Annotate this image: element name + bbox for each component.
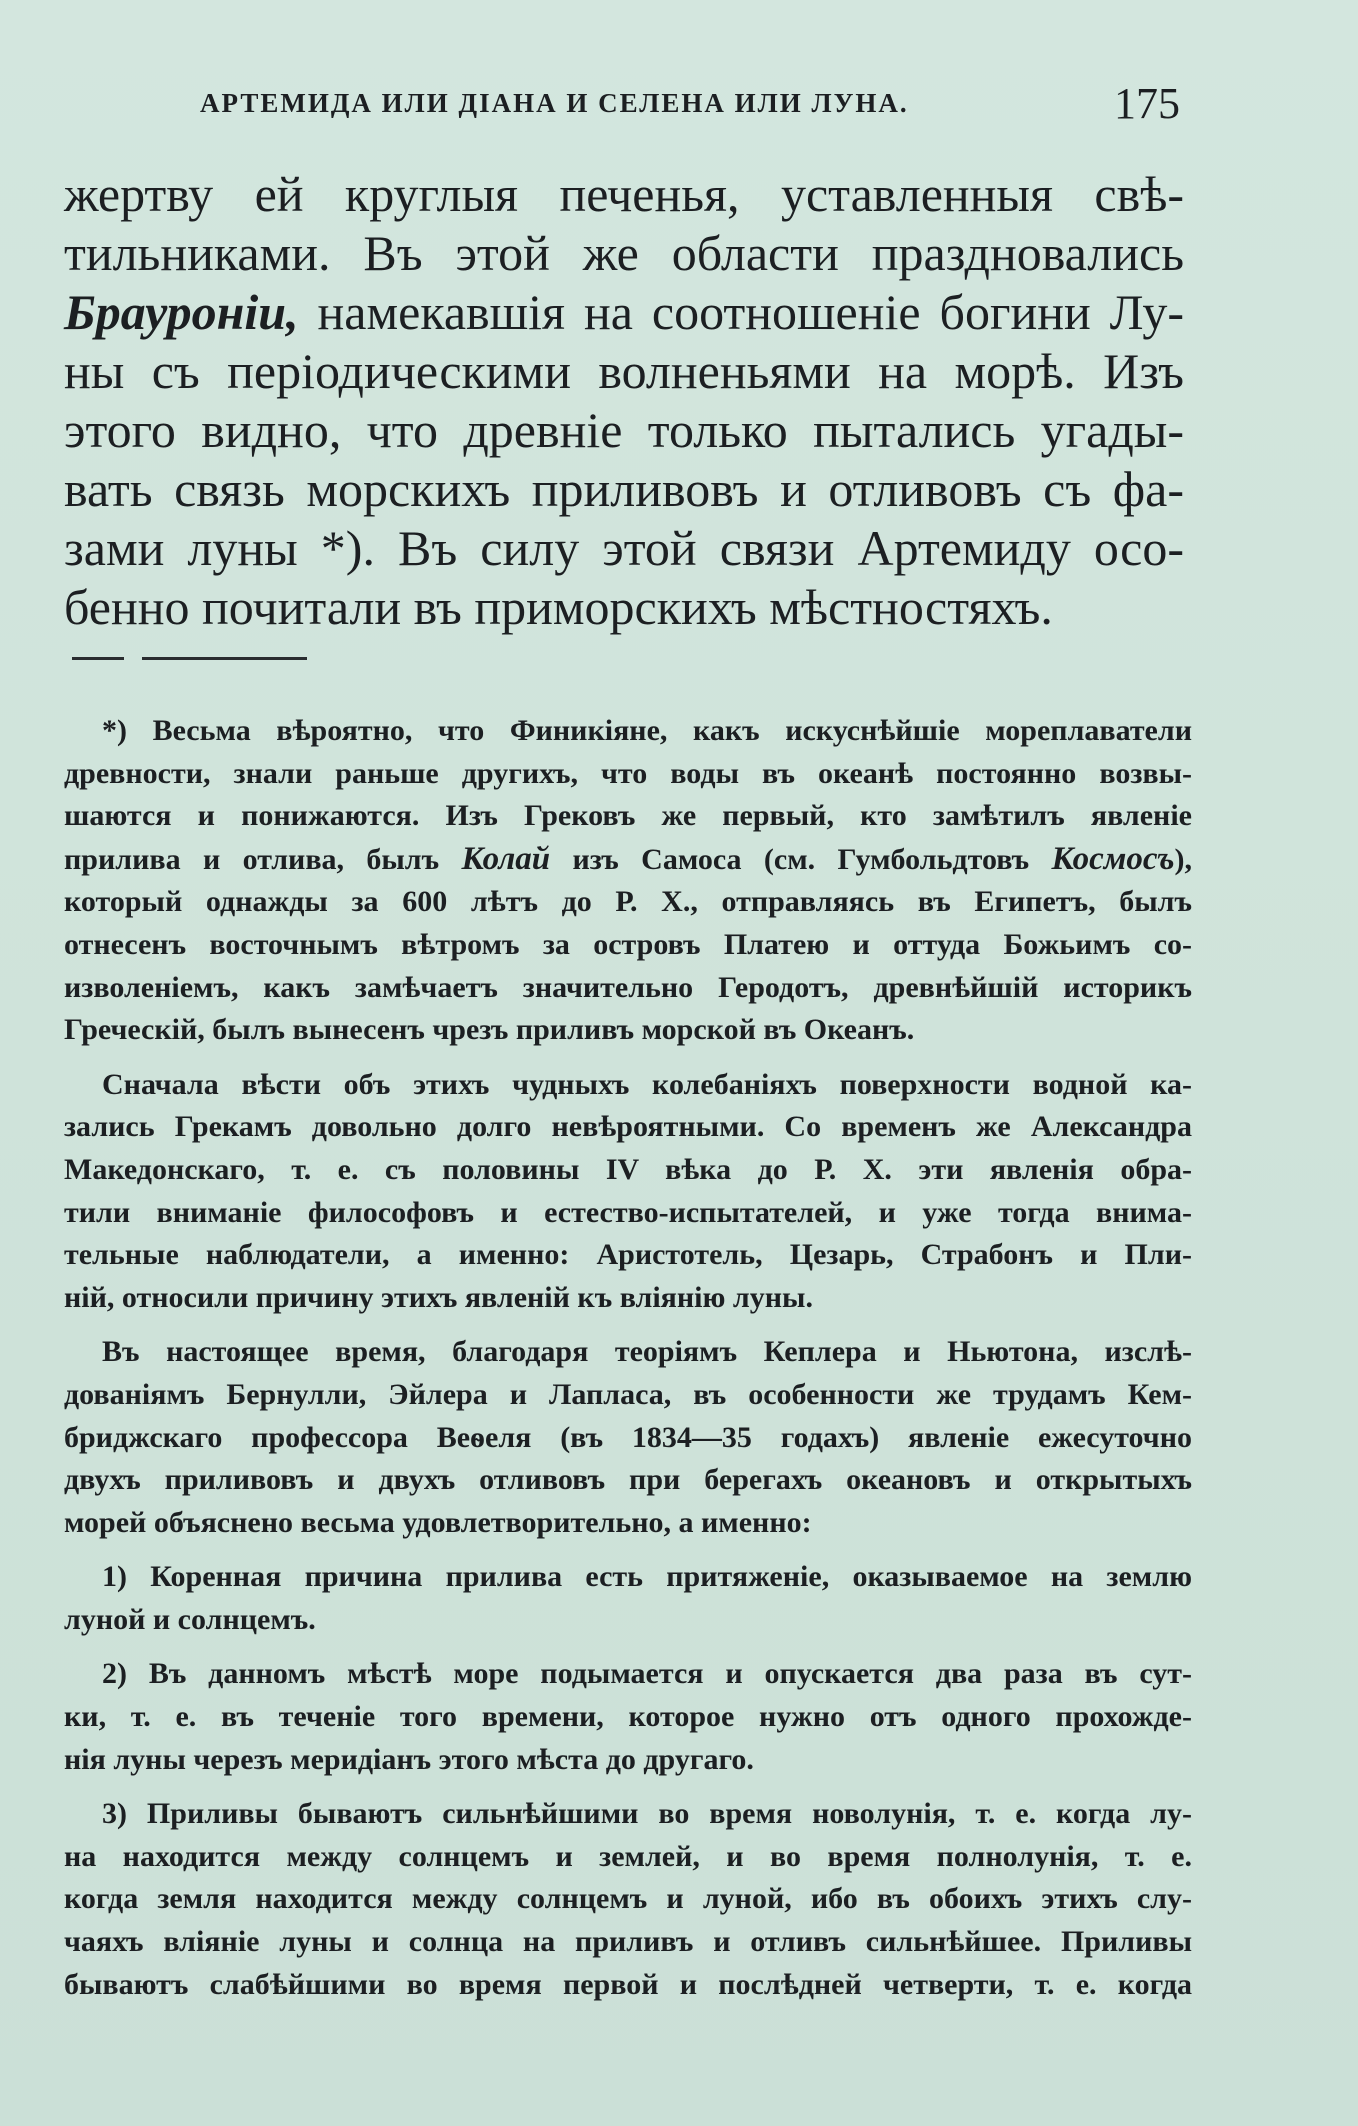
text-line: зами луны *). Въ силу этой связи Артемиду осо- xyxy=(64,520,1184,576)
text-line: нія луны черезъ меридіанъ этого мѣста до другаго. xyxy=(64,1742,754,1776)
text-segment: намекавшія на соотношеніе богини Лу- xyxy=(298,284,1184,340)
text-line: тили вниманіе философовъ и естество-испытателей, и уже тогда внима- xyxy=(64,1195,1192,1229)
text-line: 3) Приливы бываютъ сильнѣйшими во время новолунія, т. е. когда лу- xyxy=(102,1797,1192,1831)
italic-name: Колай xyxy=(461,840,551,877)
text-segment: ), xyxy=(1174,842,1193,876)
text-line: Въ настоящее время, благодаря теоріямъ Кеплера и Ньютона, изслѣ- xyxy=(102,1335,1192,1369)
text-line: морей объяснено весьма удовлетворительно, а именно: xyxy=(64,1505,812,1539)
text-line: шаются и понижаются. Изъ Грековъ же первый, кто замѣтилъ явленіе xyxy=(64,799,1192,833)
text-line: отнесенъ восточнымъ вѣтромъ за островъ Платею и оттуда Божьимъ со- xyxy=(64,927,1192,961)
footnote-paragraph xyxy=(64,710,1192,1052)
text-line: дованіямъ Бернулли, Эйлера и Лапласа, въ особенности же трудамъ Кем- xyxy=(64,1377,1192,1411)
italic-term: Брауроніи, xyxy=(64,284,299,340)
text-line: на находится между солнцемъ и землей, и во время полнолунія, т. е. xyxy=(64,1839,1192,1873)
text-line xyxy=(64,283,1184,342)
text-line: Македонскаго, т. е. съ половины IV вѣка до Р. Х. эти явленія обра- xyxy=(64,1152,1192,1186)
main-text xyxy=(64,165,1184,637)
text-line: вать связь морскихъ приливовъ и отливовъ съ фа- xyxy=(64,461,1184,517)
footnote-paragraph xyxy=(64,1331,1192,1544)
text-line: Греческій, былъ вынесенъ чрезъ приливъ морской въ Океанъ. xyxy=(64,1013,915,1047)
text-line: 2) Въ данномъ мѣстѣ море подымается и опускается два раза въ сут- xyxy=(102,1657,1192,1691)
text-line: бриджскаго профессора Веѳеля (въ 1834—35 годахъ) явленіе ежесуточно xyxy=(64,1420,1192,1454)
separator-dash xyxy=(72,657,124,660)
running-title: АРТЕМИДА ИЛИ ДІАНА И СЕЛЕНА ИЛИ ЛУНА. xyxy=(200,88,909,118)
italic-title: Космосъ xyxy=(1051,840,1175,877)
separator-line xyxy=(142,657,307,660)
text-line: 1) Коренная причина прилива есть притяженіе, оказываемое на землю xyxy=(102,1560,1192,1594)
text-line: этого видно, что древніе только пытались угады- xyxy=(64,402,1184,458)
text-segment: прилива и отлива, былъ xyxy=(64,842,462,876)
text-line: когда земля находится между солнцемъ и луной, ибо въ обоихъ этихъ слу- xyxy=(64,1882,1192,1916)
text-line: ны съ періодическими волненьями на морѣ. Изъ xyxy=(64,343,1184,399)
text-line: который однажды за 600 лѣтъ до Р. Х., отправляясь въ Египетъ, былъ xyxy=(64,885,1192,919)
footnote-paragraph xyxy=(64,1653,1192,1781)
text-line: ній, относили причину этихъ явленій къ вліянію луны. xyxy=(64,1280,813,1314)
text-segment: изъ Самоса (см. Гумбольдтовъ xyxy=(550,842,1052,876)
page-number: 175 xyxy=(1114,79,1180,128)
text-line: зались Грекамъ довольно долго невѣроятными. Со временъ же Александра xyxy=(64,1110,1192,1144)
text-line: тельные наблюдатели, а именно: Аристотель, Цезарь, Страбонъ и Пли- xyxy=(64,1238,1192,1272)
footnote-paragraph xyxy=(64,1064,1192,1320)
text-line: тильниками. Въ этой же области праздновались xyxy=(64,225,1184,281)
footnote-paragraph xyxy=(64,1556,1192,1641)
footnote-paragraph xyxy=(64,1793,1192,2006)
text-line: бываютъ слабѣйшими во время первой и послѣдней четверти, т. е. когда xyxy=(64,1967,1192,2001)
text-line: чаяхъ вліяніе луны и солнца на приливъ и отливъ сильнѣйшее. Приливы xyxy=(64,1925,1192,1959)
text-line xyxy=(64,838,1192,882)
footnote xyxy=(64,710,1192,2018)
text-line: Сначала вѣсти объ этихъ чудныхъ колебаніяхъ поверхности водной ка- xyxy=(102,1067,1192,1101)
text-line: двухъ приливовъ и двухъ отливовъ при берегахъ океановъ и открытыхъ xyxy=(64,1463,1192,1497)
text-line: *) Весьма вѣроятно, что Финикіяне, какъ искуснѣйшіе мореплаватели xyxy=(102,714,1192,747)
text-line: жертву ей круглыя печенья, уставленныя свѣ- xyxy=(64,166,1184,222)
text-line: бенно почитали въ приморскихъ мѣстностяхъ. xyxy=(64,579,1053,635)
text-line: изволеніемъ, какъ замѣчаетъ значительно Геродотъ, древнѣйшій историкъ xyxy=(64,970,1192,1004)
running-head xyxy=(200,78,1180,138)
footnote-separator xyxy=(72,657,307,660)
text-line: древности, знали раньше другихъ, что воды въ океанѣ постоянно возвы- xyxy=(64,756,1192,790)
text-line: ки, т. е. въ теченіе того времени, которое нужно отъ одного прохожде- xyxy=(64,1700,1192,1734)
text-line: луной и солнцемъ. xyxy=(64,1602,316,1636)
